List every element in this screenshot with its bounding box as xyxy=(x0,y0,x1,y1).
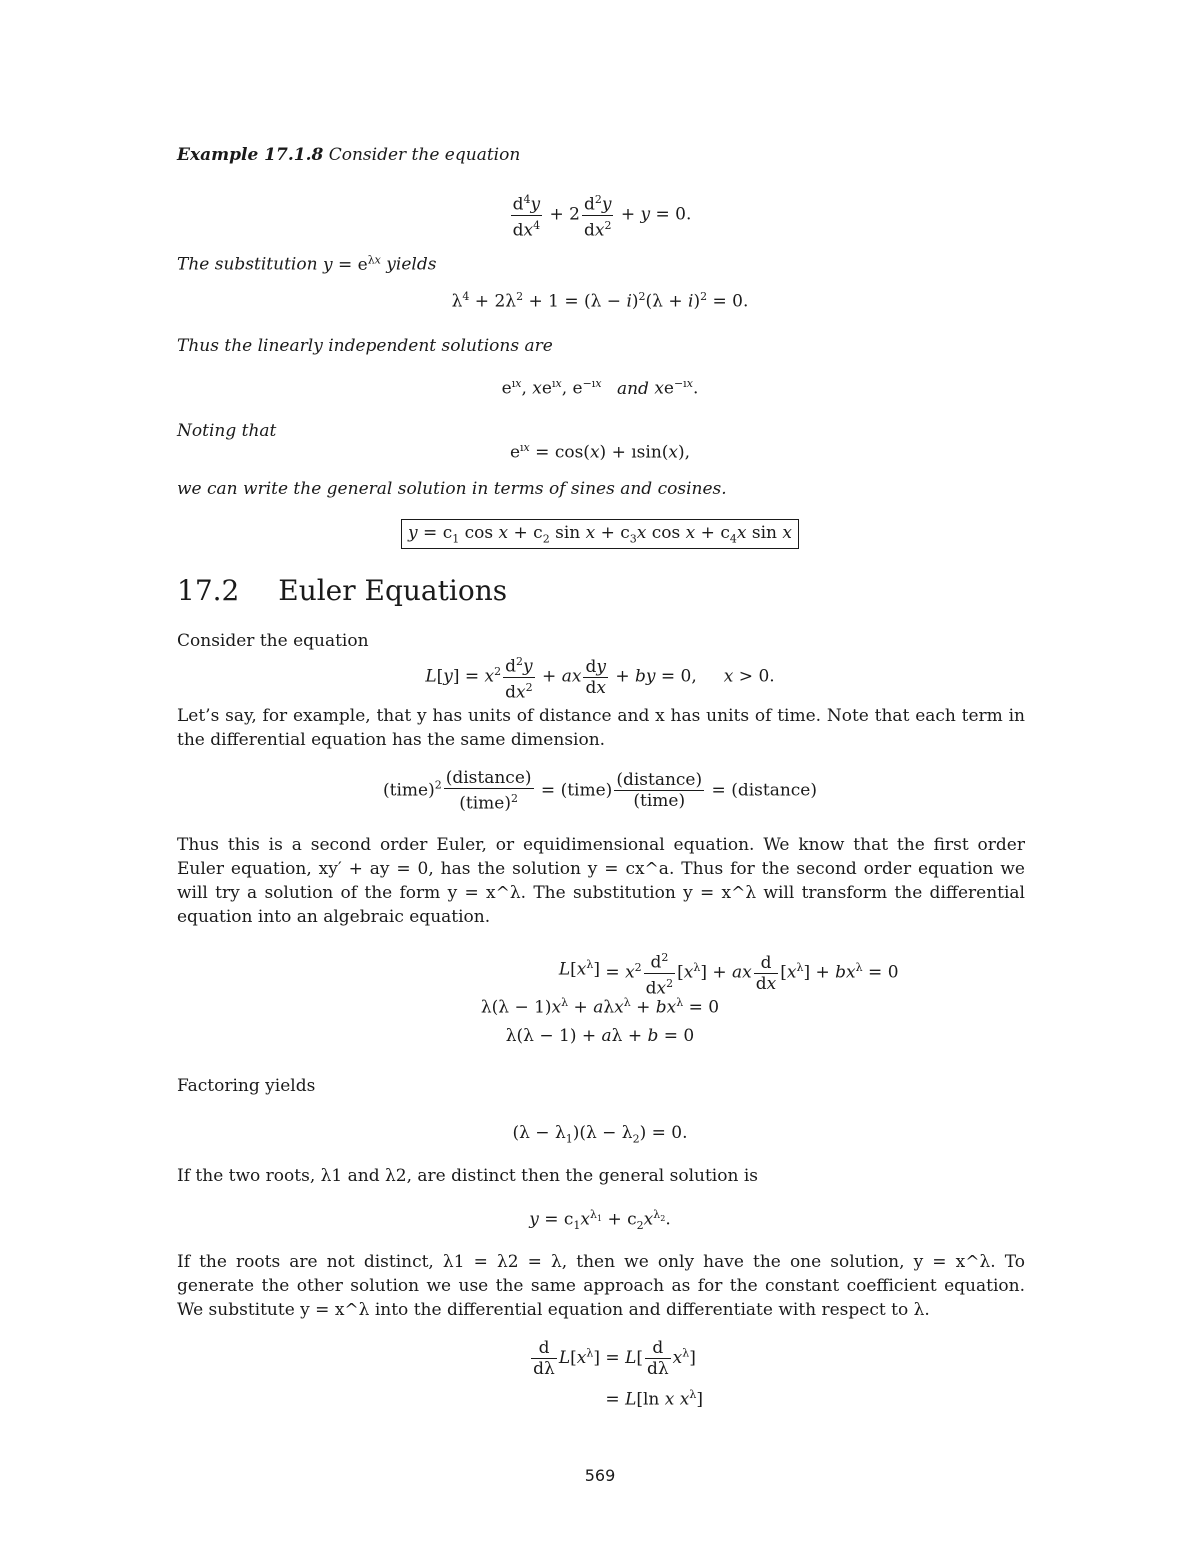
not-distinct-paragraph: If the roots are not distinct, λ1 = λ2 = λ, then we only have the one solution, y = x^λ. To generate the other solution we use the same approach as for the constant coefficient equation. We substitute y = x^λ into the differential equation and differentiate with respect to λ. xyxy=(177,1252,1025,1320)
section-number: 17.2 xyxy=(177,574,240,607)
dim-distance-3: distance xyxy=(737,780,811,801)
and-word: and xyxy=(616,378,649,399)
euler-equation: $L[y] = x^2$ $\frac{d^2y}{dx^2}$ + ax $\frac{dy}{dx}$ + by = 0, x > 0. xyxy=(0,652,1200,702)
characteristic-equation: $\lambda^4 + 2\lambda^2 + 1 = (\lambda - i)^2(\lambda + i)^2 = 0$. xyxy=(451,290,749,312)
dim-time-3: time xyxy=(567,780,606,801)
factored-equation: $(\lambda - \lambda_1)(\lambda - \lambda_2) = 0$. xyxy=(512,1123,688,1146)
example-intro xyxy=(177,143,520,167)
dimension-equation: (time)$^2$ $\frac{\text{(distance)}}{(time)^2}$ = (time) $\frac{\text{(distance)}}{\text{(time)}}$ = (distance) xyxy=(382,768,818,814)
noting-line: Noting that xyxy=(177,421,277,441)
page-number: 569 xyxy=(584,1466,616,1485)
lambda-derivative-1: $\frac{d}{d\lambda}$ $L[x^\lambda]$ = L[ $\frac{d}{d\lambda}$ $x^\lambda$] xyxy=(533,1338,696,1379)
substitution-equation-3: λ(λ − 1) + aλ + b = 0 xyxy=(505,1026,695,1046)
substitution-equation-2: $\lambda(\lambda - 1)x^\lambda + a\lambda x^\lambda + bx^\lambda = 0$ xyxy=(480,996,720,1018)
equation-fourth-order: $\frac{d^4y}{dx^4}$ + 2 $\frac{d^2y}{dx^2}$ + y = 0. xyxy=(0,190,1200,240)
substitution-equation-1: $L[x^\lambda]$ = $x^2$ $\frac{d^2}{dx^2}$ $[x^\lambda]$ + ax $\frac{d}{dx}$ $[x^\lambda] + bx^\lambda = 0$ xyxy=(0,948,1200,988)
solutions-list: $e^{ıx}$, $xe^{ıx}$, $e^{-ıx}$ and $xe^{-ıx}$. xyxy=(501,377,699,399)
euler-paragraph: Thus this is a second order Euler, or equidimensional equation. We know that the first order Euler equation, xy′ + ay = 0, has the solution y = cx^a. Thus for the second order equation we will try a solution of the form y = x^λ. The substitution y = x^λ will transform the differential equation into an algebraic equation. xyxy=(177,835,1025,927)
dim-time-1: time xyxy=(389,780,429,801)
dim-distance-1: distance xyxy=(452,768,525,788)
euler-formula: $e^{ıx} = \cos(x)$ + ısin(x), xyxy=(509,441,691,463)
substitution-line: The substitution $y = e^{\lambda x}$ yields xyxy=(177,253,437,275)
general-line: we can write the general solution in terms of sines and cosines. xyxy=(177,479,727,499)
factoring-line: Factoring yields xyxy=(177,1076,316,1096)
distinct-line: If the two roots, λ1 and λ2, are distinct then the general solution is xyxy=(177,1166,758,1186)
dim-time-4: time xyxy=(640,791,679,812)
subst-suffix: yields xyxy=(386,254,437,275)
boxed-general-solution: $y = c_1$ $\cos x + c_2$ $\sin x + c_3x$ $\cos x + c_4x$ sin x xyxy=(0,519,1200,549)
dim-distance-2: distance xyxy=(622,770,696,791)
thus-line: Thus the linearly independent solutions are xyxy=(177,336,553,356)
section-title: Euler Equations xyxy=(278,574,508,607)
subst-prefix: The substitution xyxy=(177,254,318,275)
dim-time-2: time xyxy=(465,793,505,814)
units-paragraph: Let’s say, for example, that y has units of distance and x has units of time. Note that each term in the differential equation has the same dimension. xyxy=(177,706,1025,750)
example-intro-text: Consider the equation xyxy=(328,145,521,165)
consider-line: Consider the equation xyxy=(177,631,369,651)
distinct-solution: $y = c_1x^{\lambda_1} + c_2x^{\lambda_2}$. xyxy=(529,1208,671,1233)
example-label: Example 17.1.8 xyxy=(177,145,324,165)
section-heading xyxy=(177,574,507,607)
lambda-derivative-2: = L[ln x $x^\lambda$] xyxy=(600,1388,703,1410)
